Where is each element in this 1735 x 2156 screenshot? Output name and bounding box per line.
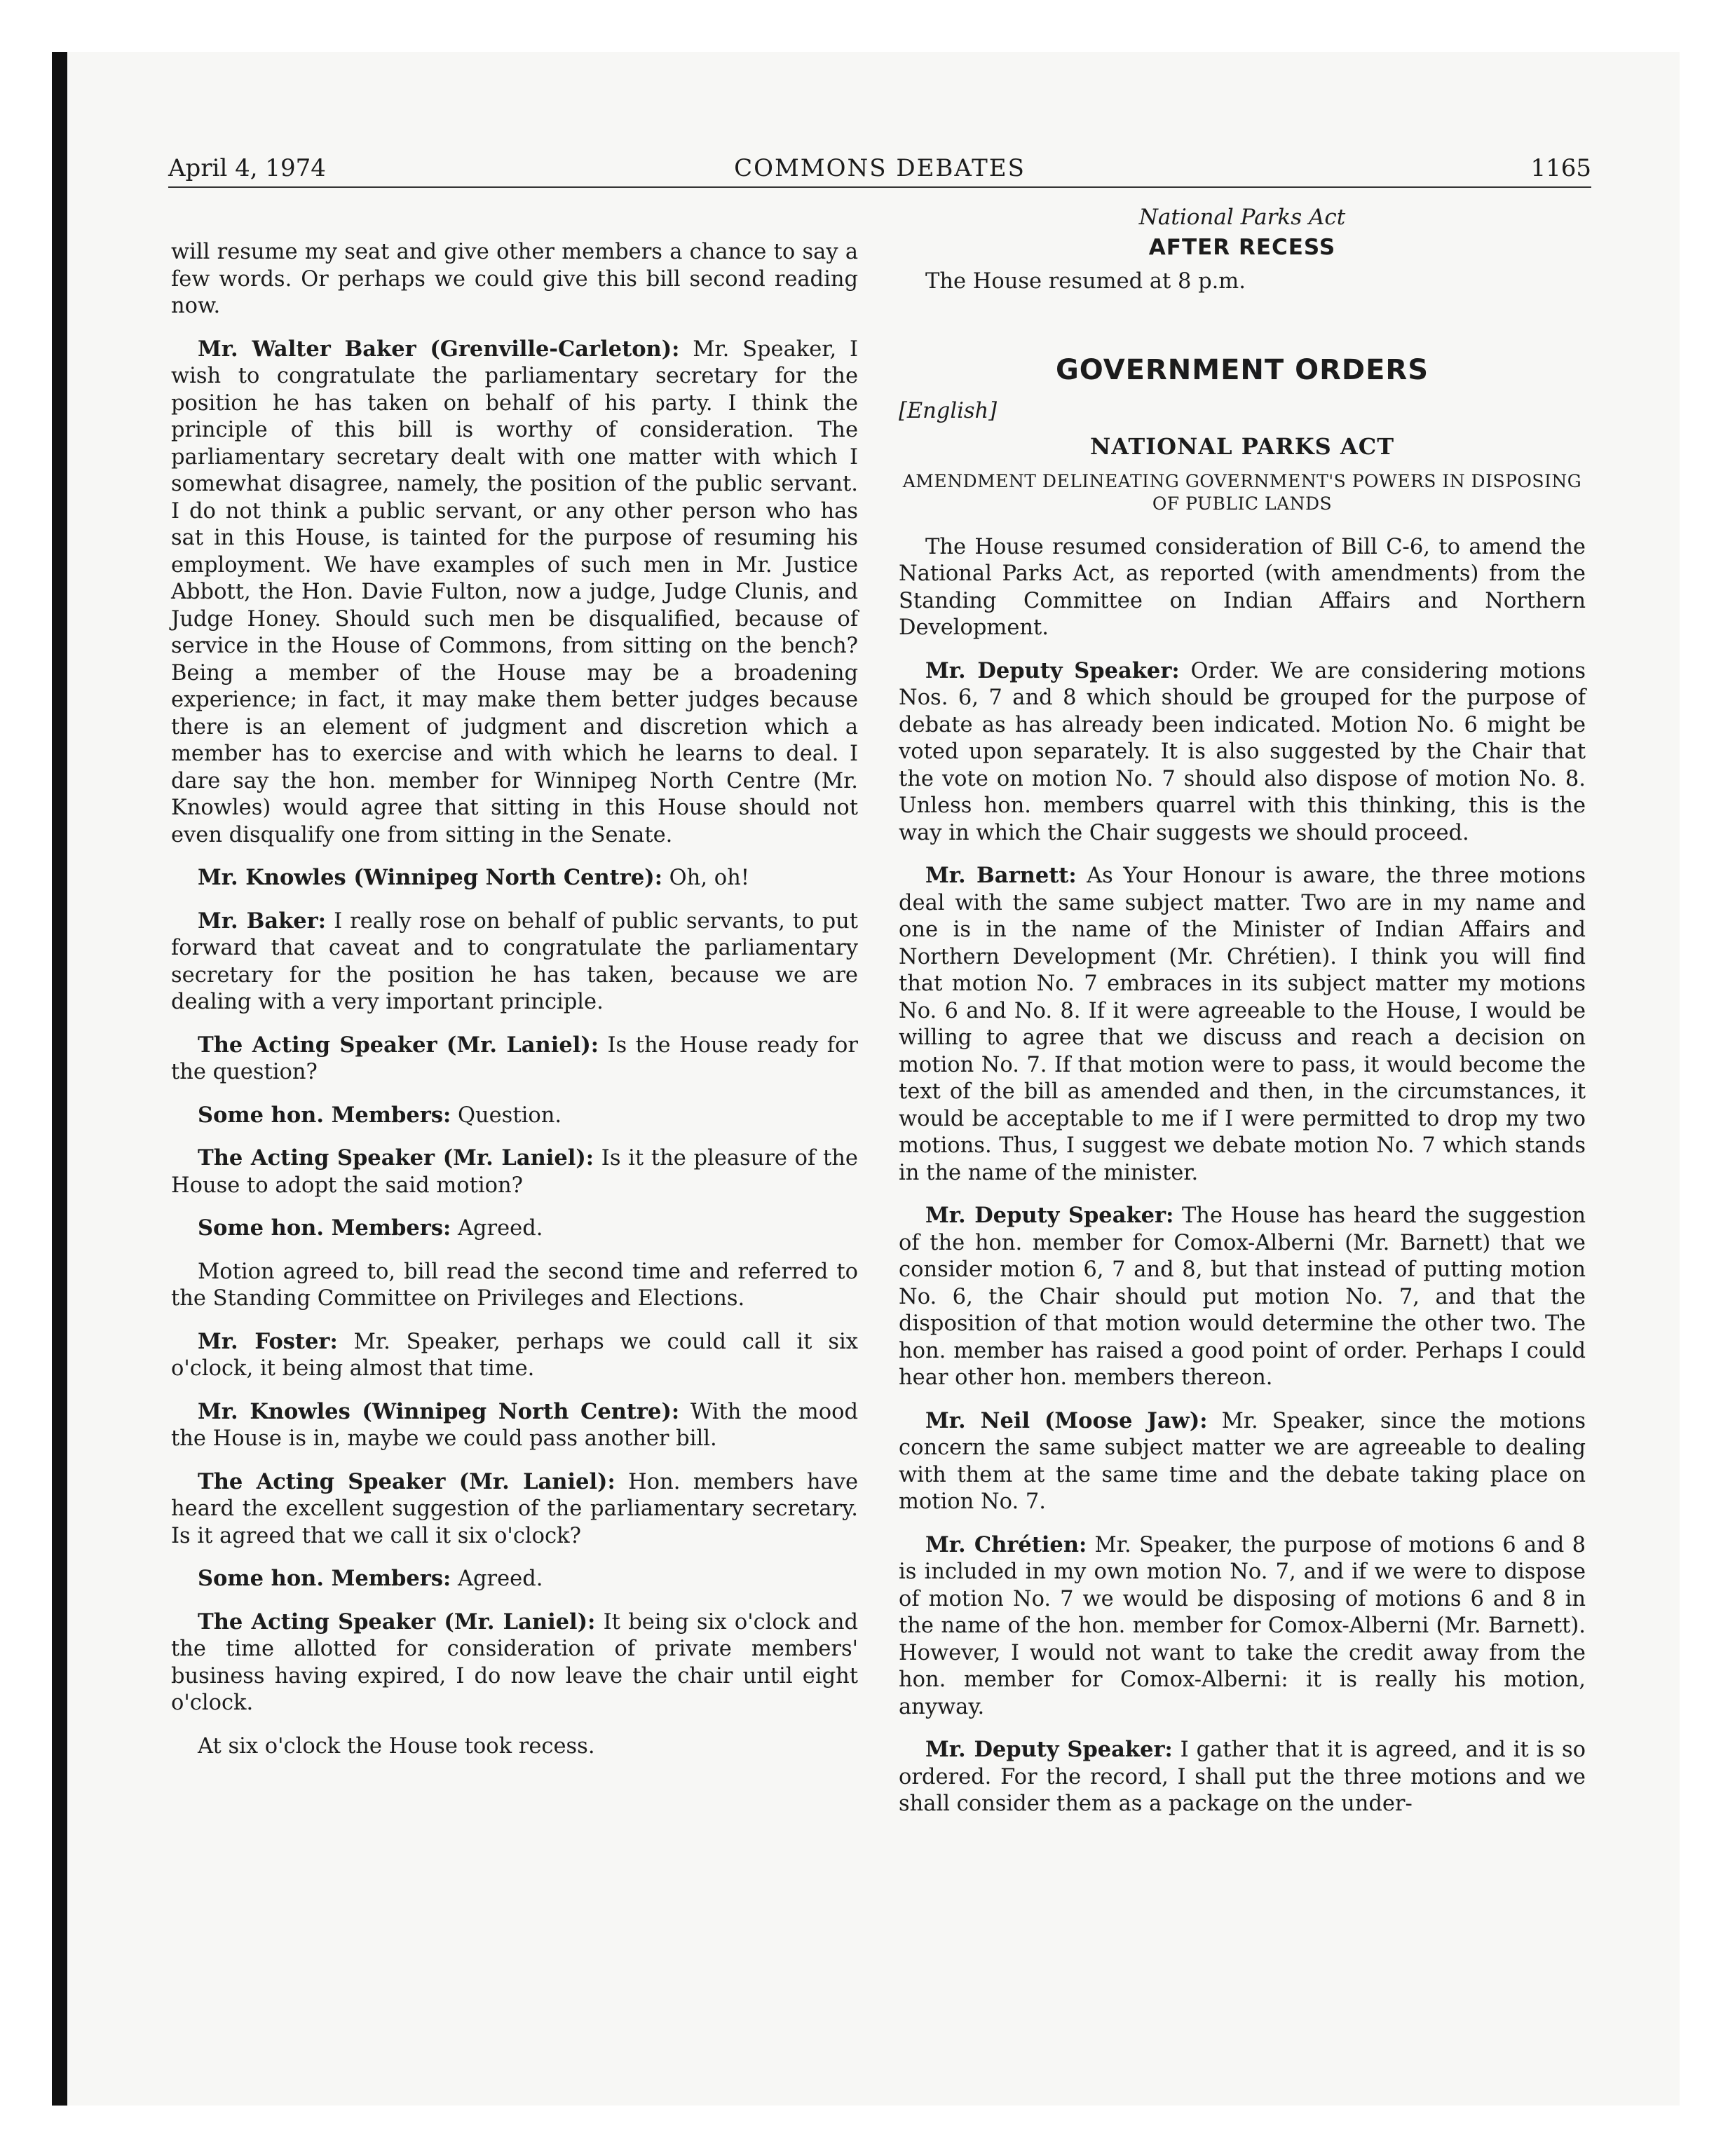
paragraph [171,1215,858,1243]
paragraph [899,657,1586,847]
speech: I really rose on behalf of public servants, to put forward that caveat and to congratulate the parliamentary secretary for the position he has taken, because we are dealing with a very important principle. [171,908,858,1014]
speaker: The Acting Speaker (Mr. Laniel): [198,1145,594,1171]
paragraph [899,1202,1586,1392]
speaker: Mr. Deputy Speaker: [925,1203,1174,1228]
speaker: The Acting Speaker (Mr. Laniel): [198,1032,599,1058]
speech: The House resumed consideration of Bill C-6, to amend the National Parks Act, as reported (with amendments) from the Standing Committee on Indian Affairs and Northern Development. [899,534,1586,640]
resumed-note: The House resumed at 8 p.m. [925,268,1246,294]
speech: Oh, oh! [669,866,749,890]
speaker: Mr. Walter Baker (Grenville-Carleton): [198,336,680,362]
speech: Mr. Speaker, I wish to congratulate the parliamentary secretary for the position he has taken on behalf of his party. I think the principle of this bill is worthy of consideration. The parliamentary secretary dealt with one matter with which I somewhat disagree, namely, the position of the public servant. I do not think a public servant, or any other person who has sat in this House, is tainted for the purpose of resuming his employment. We have examples of such men in Mr. Justice Abbott, the Hon. Davie Fulton, now a judge, Judge Clunis, and Judge Honey. Should such men be disqualified, because of service in the House of Commons, from sitting on the bench? Being a member of the House may be a broadening experience; in fact, it may make them better judges because there is an element of judgment and discretion which a member has to exercise and with which he learns to deal. I dare say the hon. member for Winnipeg North Centre (Mr. Knowles) would agree that sitting in this House should not even disqualify one from sitting in the Senate. [171,336,859,847]
speaker: The Acting Speaker (Mr. Laniel): [198,1609,596,1635]
speaker: Some hon. Members: [198,1102,451,1128]
paragraph [899,1407,1586,1516]
language-tag: [English] [899,398,998,423]
paragraph [171,1468,858,1550]
paragraph [171,908,858,1016]
speech: It being six o'clock and the time allotted for consideration of private members' business having expired, I do now leave the chair until eight o'clock. [171,1609,858,1715]
speaker: Mr. Knowles (Winnipeg North Centre): [198,865,662,890]
paragraph [171,238,858,320]
speaker: Mr. Barnett: [925,863,1077,888]
speaker: Mr. Knowles (Winnipeg North Centre): [198,1398,680,1424]
speech: Is it the pleasure of the House to adopt the said motion? [171,1146,858,1198]
paragraph [899,1736,1586,1818]
paragraph [171,864,858,892]
running-head: National Parks Act [1138,205,1346,230]
speaker: Some hon. Members: [198,1566,451,1591]
speech: I gather that it is agreed, and it is so ordered. For the record, I shall put the three motions and we shall consider them as a package on the under- [899,1738,1586,1816]
paragraph [171,1609,858,1717]
speaker: Mr. Deputy Speaker: [925,657,1180,683]
page-header [168,150,1591,188]
header-date: April 4, 1974 [168,154,326,182]
paragraph [899,533,1586,642]
speech: Mr. Speaker, perhaps we could call it six o'clock, it being almost that time. [171,1329,859,1381]
speech: Agreed. [457,1567,543,1591]
speech: Motion agreed to, bill read the second time and referred to the Standing Committee on Privileges and Elections. [171,1259,858,1311]
speech: Mr. Speaker, the purpose of motions 6 and 8 is included in my own motion No. 7, and if we were to dispose of motion No. 7 we would be disposing of motions 6 and 8 in the name of the hon. member for Comox-Alberni (Mr. Barnett). However, I would not want to take the credit away from the hon. member for Comox-Alberni: it is really his motion, anyway. [899,1532,1586,1719]
speaker: Mr. Chrétien: [925,1531,1087,1557]
speech: The House has heard the suggestion of the hon. member for Comox-Alberni (Mr. Barnett) that we consider motion 6, 7 and 8, but that instead of putting motion No. 6, the Chair should put motion No. 7, and that the disposition of that motion would determine the other two. The hon. member has raised a good point of order. Perhaps I could hear other hon. members thereon. [899,1203,1586,1390]
paragraph [171,1328,858,1383]
speech: Is the House ready for the question? [171,1032,858,1084]
speech: As Your Honour is aware, the three motions deal with the same subject matter. Two are in my name and one is in the name of the Minister of Indian Affairs and Northern Development (Mr. Chrétien). I think you will find that motion No. 7 embraces in its subject matter my motions No. 6 and No. 8. If it were agreeable to the House, I would be willing to agree that we discuss and reach a decision on motion No. 7. If that motion were to pass, it would become the text of the bill as amended and then, in the circumstances, it would be acceptable to me if I were permitted to drop my two motions. Thus, I suggest we debate motion No. 7 which stands in the name of the minister. [899,864,1586,1185]
left-column [171,238,858,1775]
section-heading: GOVERNMENT ORDERS [1055,354,1429,386]
speech: will resume my seat and give other members a chance to say a few words. Or perhaps we could give this bill second reading now. [171,240,858,318]
paragraph [899,1531,1586,1721]
speech: With the mood the House is in, maybe we could pass another bill. [171,1399,858,1451]
paragraph [171,1258,858,1313]
speech: Question. [457,1103,562,1128]
amendment-title: AMENDMENT DELINEATING GOVERNMENT'S POWERS IN DISPOSING OF PUBLIC LANDS [902,470,1582,514]
speaker: The Acting Speaker (Mr. Laniel): [198,1468,615,1494]
speaker: Some hon. Members: [198,1215,451,1241]
speech: At six o'clock the House took recess. [198,1733,595,1759]
after-recess-heading: AFTER RECESS [1148,235,1336,260]
paragraph [171,336,858,850]
header-publication: COMMONS DEBATES [734,154,1026,182]
scan-edge [52,52,67,2106]
speaker: Mr. Neil (Moose Jaw): [925,1407,1208,1433]
paragraph [171,1145,858,1199]
header-page-number: 1165 [1530,154,1591,182]
speaker: Mr. Baker: [198,908,327,934]
speech: Mr. Speaker, since the motions concern the same subject matter we are agreeable to dealing with them at the same time and the debate taking place on motion No. 7. [899,1408,1586,1514]
speech: Order. We are considering motions Nos. 6, 7 and 8 which should be grouped for the purpose of debate as has already been indicated. Motion No. 6 might be voted upon separately. It is also suggested by the Chair that the vote on motion No. 7 should also dispose of motion No. 8. Unless hon. members quarrel with this thinking, this is the way in which the Chair suggests we should proceed. [899,658,1586,845]
speech: Agreed. [457,1216,543,1241]
paragraph [171,1398,858,1453]
paragraph [171,1565,858,1593]
paragraph [171,1733,858,1761]
paragraph [171,1032,858,1086]
paragraph [171,1102,858,1130]
speaker: Mr. Foster: [198,1328,338,1354]
speech: Hon. members have heard the excellent suggestion of the parliamentary secretary. Is it agreed that we call it six o'clock? [171,1469,858,1548]
right-column [899,203,1586,1834]
act-title: NATIONAL PARKS ACT [1089,433,1395,460]
paragraph [899,862,1586,1187]
speaker: Mr. Deputy Speaker: [925,1737,1173,1762]
